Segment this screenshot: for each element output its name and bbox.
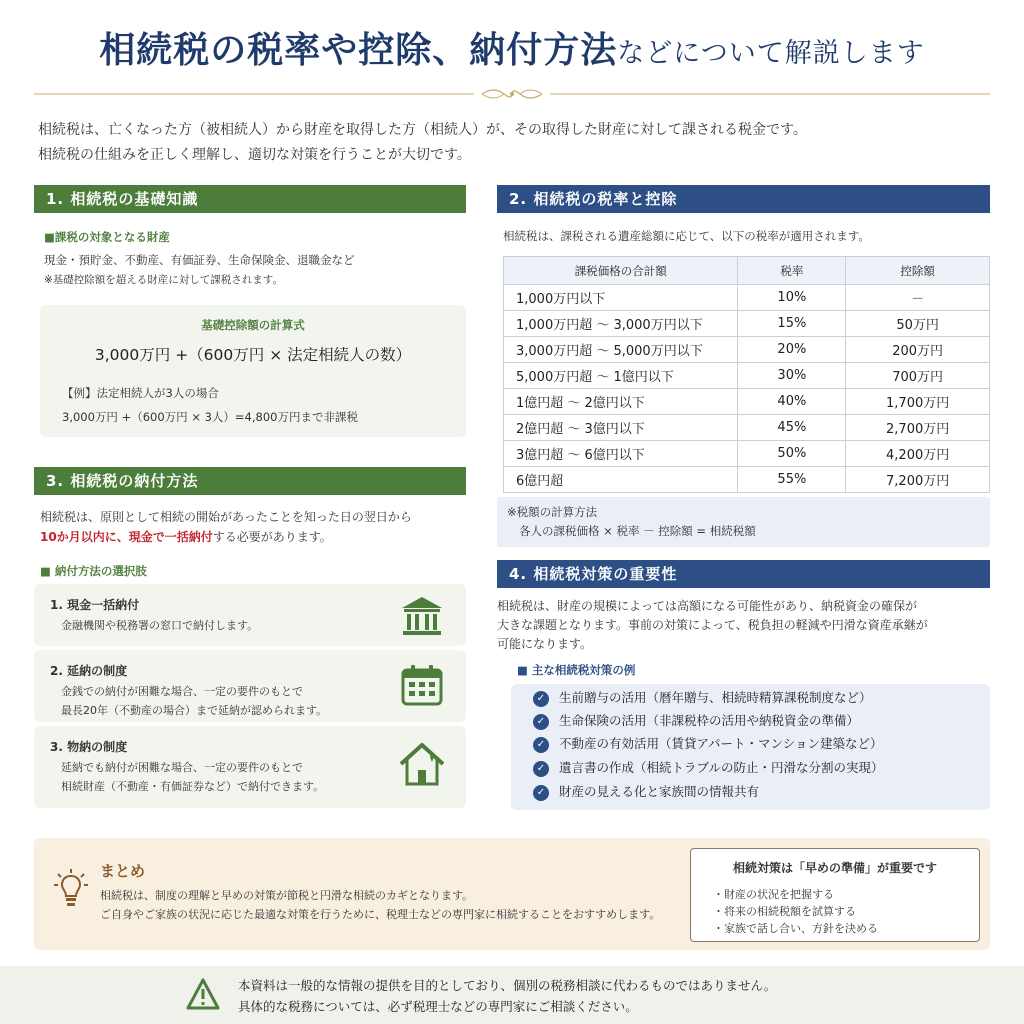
- list-item: [533, 711, 859, 731]
- payment-lead-line: 相続税は、原則として相続の開始があったことを知った日の翌日から: [40, 510, 412, 524]
- measure-label: 財産の見える化と家族間の情報共有: [559, 784, 760, 799]
- table-cell: 45%: [738, 415, 846, 441]
- table-cell: 2億円超 〜 3億円以下: [504, 415, 738, 441]
- measure-label: 生命保険の活用（非課税枠の活用や納税資金の準備）: [559, 713, 860, 728]
- point-item: ・家族で話し合い、方針を決める: [713, 922, 878, 935]
- measure-label: 遺言書の作成（相続トラブルの防止・円滑な分割の実現）: [559, 760, 884, 775]
- calendar-icon: [398, 662, 446, 710]
- table-cell: 50万円: [846, 311, 990, 337]
- title-main: 相続税の税率や控除、納付方法: [99, 29, 618, 71]
- list-item: [533, 758, 884, 778]
- list-item: [533, 734, 882, 754]
- table-cell: 1,700万円: [846, 389, 990, 415]
- table-row: [504, 311, 990, 337]
- summary-line: 相続税は、制度の理解と早めの対策が節税と円滑な相続のカギとなります。: [100, 889, 474, 902]
- intro-line: 相続税は、亡くなった方（被相続人）から財産を取得した方（相続人）が、その取得した財産に対して課される税金です。: [38, 122, 807, 138]
- measures-lead-line: 可能になります。: [497, 637, 593, 651]
- table-row: [504, 467, 990, 493]
- method-desc: [61, 682, 327, 720]
- table-cell: 700万円: [846, 363, 990, 389]
- section1-heading: 1. 相続税の基礎知識: [34, 185, 466, 213]
- section1-subheading: ■課税の対象となる財産: [44, 230, 170, 244]
- disclaimer-line: 具体的な税務については、必ず税理士などの専門家にご相談ください。: [238, 999, 638, 1014]
- table-cell: 40%: [738, 389, 846, 415]
- formula-example: [62, 381, 358, 429]
- assets-note: ※基礎控除額を超える財産に対して課税されます。: [44, 274, 283, 286]
- warning-icon: [186, 978, 220, 1010]
- point-item: ・将来の相続税額を試算する: [713, 905, 856, 918]
- table-row: [504, 389, 990, 415]
- table-cell: 1,000万円以下: [504, 285, 738, 311]
- intro-text: [38, 118, 988, 168]
- method-title: 2. 延納の制度: [50, 664, 128, 678]
- table-row: [504, 415, 990, 441]
- payment-lead-line: [40, 527, 412, 547]
- method-desc: [61, 758, 324, 796]
- method-title: 1. 現金一括納付: [50, 598, 140, 612]
- section4-subheading: ■ 主な相続税対策の例: [517, 663, 636, 677]
- title-tail: などについて解説します: [617, 38, 925, 69]
- table-cell: 3,000万円超 〜 5,000万円以下: [504, 337, 738, 363]
- summary-text: [100, 886, 660, 924]
- table-cell: 200万円: [846, 337, 990, 363]
- table-cell: －: [846, 285, 990, 311]
- table-cell: 4,200万円: [846, 441, 990, 467]
- example-label: 【例】法定相続人が3人の場合: [62, 386, 219, 400]
- early-preparation-box: [690, 848, 980, 942]
- example-calc: 3,000万円 +（600万円 × 3人）=4,800万円まで非課税: [62, 410, 358, 424]
- tax-calculation-box: [497, 497, 990, 547]
- table-cell: 7,200万円: [846, 467, 990, 493]
- tax-rate-table: [503, 256, 990, 493]
- measures-lead-line: 相続税は、財産の規模によっては高額になる可能性があり、納税資金の確保が: [497, 599, 918, 613]
- payment-deadline-highlight: 10か月以内に、現金で一括納付: [40, 530, 213, 544]
- column-header: 課税価格の合計額: [504, 257, 738, 285]
- method-desc-line: 金融機関や税務署の窓口で納付します。: [61, 619, 259, 632]
- table-cell: 20%: [738, 337, 846, 363]
- table-cell: 3億円超 〜 6億円以下: [504, 441, 738, 467]
- assets-line: 現金・預貯金、不動産、有価証券、生命保険金、退職金など: [44, 253, 355, 267]
- summary-panel: [34, 838, 990, 950]
- measure-label: 不動産の有効活用（賃貸アパート・マンション建築など）: [559, 736, 883, 751]
- measure-label: 生前贈与の活用（暦年贈与、相続時精算課税制度など）: [559, 690, 872, 705]
- measures-list: [511, 684, 990, 810]
- table-row: [504, 337, 990, 363]
- payment-method-card: [34, 650, 466, 722]
- point-item: ・財産の状況を把握する: [713, 888, 834, 901]
- list-item: [533, 782, 759, 802]
- page-title: [0, 22, 1024, 73]
- method-desc-line: 延納でも納付が困難な場合、一定の要件のもとで: [61, 761, 303, 774]
- intro-line: 相続税の仕組みを正しく理解し、適切な対策を行うことが大切です。: [38, 147, 471, 163]
- section3-heading: 3. 相続税の納付方法: [34, 467, 466, 495]
- table-cell: 1,000万円超 〜 3,000万円以下: [504, 311, 738, 337]
- table-cell: 15%: [738, 311, 846, 337]
- taxable-assets-text: [44, 250, 355, 290]
- payment-lead-rest: する必要があります。: [212, 530, 332, 544]
- summary-title: まとめ: [100, 862, 146, 880]
- basic-deduction-formula-box: [40, 305, 466, 437]
- table-cell: 50%: [738, 441, 846, 467]
- check-circle-icon: ✓: [533, 737, 549, 753]
- ornament-divider: [34, 86, 990, 102]
- method-desc-line: 金銭での納付が困難な場合、一定の要件のもとで: [61, 685, 303, 698]
- check-circle-icon: ✓: [533, 714, 549, 730]
- measures-lead: [497, 597, 928, 654]
- section4-heading: 4. 相続税対策の重要性: [497, 560, 990, 588]
- check-circle-icon: ✓: [533, 761, 549, 777]
- table-row: [504, 285, 990, 311]
- section2-heading: 2. 相続税の税率と控除: [497, 185, 990, 213]
- calc-title: ※税額の計算方法: [507, 505, 598, 519]
- house-icon: [398, 740, 446, 788]
- disclaimer-line: 本資料は一般的な情報の提供を目的としており、個別の税務相談に代わるものではありません。: [238, 978, 777, 993]
- column-header: 税率: [738, 257, 846, 285]
- lightbulb-icon: [54, 868, 88, 908]
- bank-icon: [398, 592, 446, 640]
- table-row: [504, 363, 990, 389]
- payment-method-card: [34, 726, 466, 808]
- payment-method-card: [34, 584, 466, 646]
- check-circle-icon: ✓: [533, 691, 549, 707]
- method-title: 3. 物納の制度: [50, 740, 128, 754]
- table-cell: 30%: [738, 363, 846, 389]
- calc-formula: 各人の課税価格 × 税率 － 控除額 = 相続税額: [519, 524, 756, 538]
- method-desc: [61, 616, 258, 635]
- table-cell: 10%: [738, 285, 846, 311]
- disclaimer-text: [238, 975, 776, 1017]
- method-desc-line: 最長20年（不動産の場合）まで延納が認められます。: [61, 704, 328, 717]
- check-circle-icon: ✓: [533, 785, 549, 801]
- list-item: [533, 688, 872, 708]
- payment-lead: [40, 507, 412, 547]
- summary-line: ご自身やご家族の状況に応じた最適な対策を行うために、税理士などの専門家に相続することをおすすめします。: [100, 908, 661, 921]
- table-cell: 2,700万円: [846, 415, 990, 441]
- points-title: 相続対策は「早めの準備」が重要です: [732, 861, 937, 875]
- tax-rate-lead: 相続税は、課税される遺産総額に応じて、以下の税率が適用されます。: [503, 229, 870, 243]
- formula-title: 基礎控除額の計算式: [201, 318, 305, 332]
- method-desc-line: 相続財産（不動産・有価証券など）で納付できます。: [61, 780, 325, 793]
- table-row: [504, 441, 990, 467]
- formula-main: 3,000万円 +（600万円 × 法定相続人の数）: [94, 346, 412, 364]
- section3-subheading: ■ 納付方法の選択肢: [40, 564, 147, 578]
- table-header-row: [504, 257, 990, 285]
- measures-lead-line: 大きな課題となります。事前の対策によって、税負担の軽減や円滑な資産承継が: [497, 618, 928, 632]
- table-cell: 5,000万円超 〜 1億円以下: [504, 363, 738, 389]
- table-cell: 55%: [738, 467, 846, 493]
- column-header: 控除額: [846, 257, 990, 285]
- table-cell: 6億円超: [504, 467, 738, 493]
- table-cell: 1億円超 〜 2億円以下: [504, 389, 738, 415]
- disclaimer-bar: [0, 966, 1024, 1024]
